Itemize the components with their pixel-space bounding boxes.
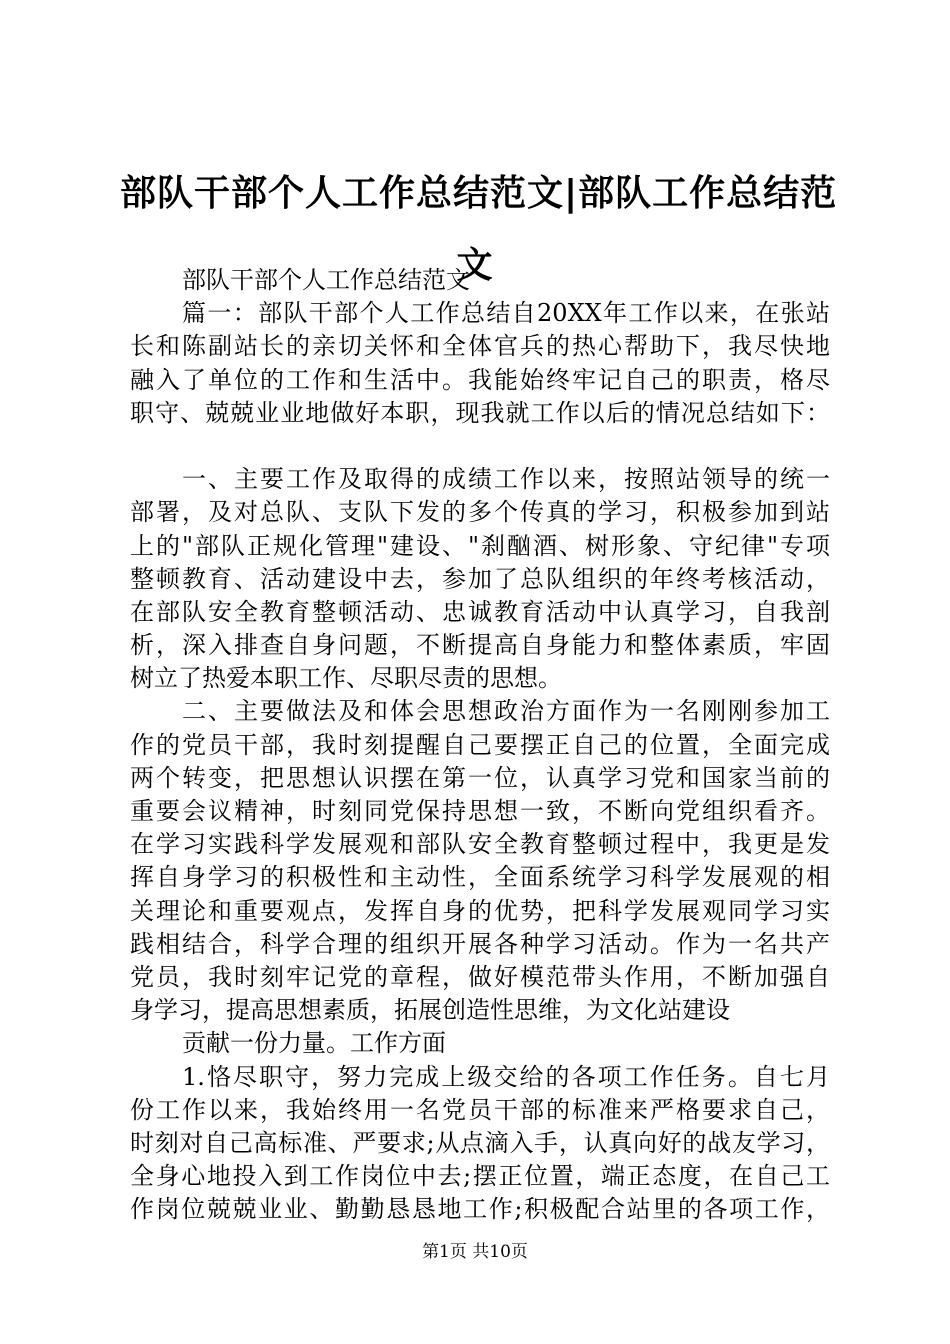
paragraph-line: 重要会议精神，时刻同党保持思想一致，不断向党组织看齐。 (130, 797, 830, 825)
paragraph-line: 二、主要做法及和体会思想政治方面作为一名刚刚参加工 (182, 697, 830, 726)
paragraph-line: 作的党员干部，我时刻提醒自己要摆正自己的位置，全面完成 (130, 730, 830, 759)
paragraph-line: 党员，我时刻牢记党的章程，做好模范带头作用，不断加强自 (130, 962, 830, 991)
paragraph-line: 两个转变，把思想认识摆在第一位，认真学习党和国家当前的 (130, 763, 830, 792)
paragraph-line: 在部队安全教育整顿活动、忠诚教育活动中认真学习，自我剖 (130, 597, 830, 626)
blank-line (130, 430, 830, 463)
paragraph-line: 上的"部队正规化管理"建设、"刹酗酒、树形象、守纪律"专项 (130, 531, 830, 560)
page-number: 第1页 共10页 (422, 1242, 528, 1262)
paragraph-line: 析，深入排查自身问题，不断提高自身能力和整体素质，牢固 (130, 631, 830, 660)
paragraph-line: 长和陈副站长的亲切关怀和全体官兵的热心帮助下，我尽快地 (130, 332, 830, 361)
paragraph-line: 整顿教育、活动建设中去，参加了总队组织的年终考核活动， (130, 564, 830, 593)
paragraph-line: 挥自身学习的积极性和主动性，全面系统学习科学发展观的相 (130, 863, 830, 892)
paragraph-line: 融入了单位的工作和生活中。我能始终牢记自己的职责，格尽 (130, 365, 830, 394)
paragraph-line: 部队干部个人工作总结范文 (182, 266, 470, 294)
paragraph-line: 部署，及对总队、支队下发的多个传真的学习，积极参加到站 (130, 498, 830, 527)
document-body (130, 264, 830, 1226)
paragraph-line: 篇一：部队干部个人工作总结自20XX年工作以来，在张站 (182, 299, 830, 328)
paragraph-line: 一、主要工作及取得的成绩工作以来，按照站领导的统一 (182, 465, 830, 494)
paragraph-line: 身学习，提高思想素质，拓展创造性思维，为文化站建设 (130, 996, 730, 1025)
paragraph-line: 践相结合，科学合理的组织开展各种学习活动。作为一名共产 (130, 929, 830, 958)
paragraph-line: 树立了热爱本职工作、尽职尽责的思想。 (130, 664, 562, 693)
paragraph-line: 份工作以来，我始终用一名党员干部的标准来严格要求自己， (130, 1095, 830, 1124)
title-line-2: 文 (456, 245, 494, 286)
paragraph-line: 在学习实践科学发展观和部队安全教育整顿过程中，我更是发 (130, 830, 830, 859)
paragraph-line: 时刻对自己高标准、严要求;从点滴入手，认真向好的战友学习， (130, 1128, 830, 1157)
paragraph-line: 全身心地投入到工作岗位中去;摆正位置，端正态度，在自己工 (130, 1162, 830, 1191)
paragraph-line: 贡献一份力量。工作方面 (182, 1029, 446, 1058)
paragraph-line: 职守、兢兢业业地做好本职，现我就工作以后的情况总结如下： (130, 398, 830, 427)
title-line-1: 部队干部个人工作总结范文|部队工作总结范 (120, 173, 838, 214)
paragraph-line: 关理论和重要观点，发挥自身的优势，把科学发展观同学习实 (130, 896, 830, 925)
paragraph-line: 1.恪尽职守，努力完成上级交给的各项工作任务。自七月 (182, 1062, 830, 1091)
paragraph-line: 作岗位兢兢业业、勤勤恳恳地工作;积极配合站里的各项工作， (130, 1195, 830, 1224)
